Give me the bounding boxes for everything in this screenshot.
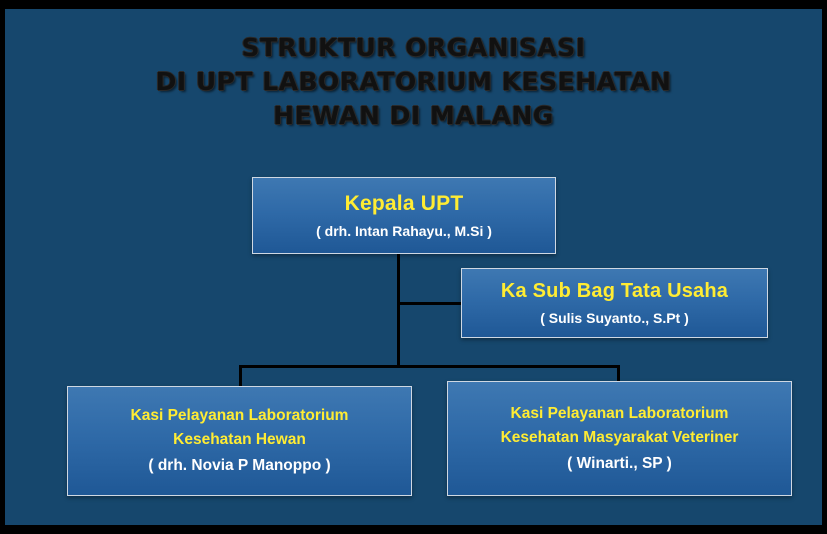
- connector-kasi-hewan-drop: [239, 365, 242, 387]
- diagram-canvas: [5, 9, 822, 525]
- node-kasi-masyarakat-line-1: Kasi Pelayanan Laboratorium: [510, 404, 729, 422]
- node-kasi-hewan-line-1: Kasi Pelayanan Laboratorium: [130, 407, 349, 424]
- node-kasi-pelayanan-laboratorium-kesehatan-hewan[interactable]: [67, 386, 412, 496]
- node-kasi-hewan-line-2: Kesehatan Hewan: [173, 431, 306, 448]
- node-ka-sub-bag-tata-usaha-title: Ka Sub Bag Tata Usaha: [500, 280, 729, 302]
- diagram-title: [5, 31, 822, 133]
- node-kasi-pelayanan-laboratorium-kesehatan-masyarakat-veteriner[interactable]: [447, 381, 792, 496]
- node-kasi-hewan-subtitle: ( drh. Novia P Manoppo ): [148, 457, 331, 474]
- connector-tatausaha-horizontal: [397, 302, 463, 305]
- title-line-3: HEWAN DI MALANG: [273, 101, 554, 130]
- connector-kasi-horizontal: [239, 365, 619, 368]
- connector-kepala-vertical: [397, 254, 400, 367]
- node-ka-sub-bag-tata-usaha[interactable]: [461, 268, 768, 338]
- node-kepala-upt-subtitle: ( drh. Intan Rahayu., M.Si ): [316, 222, 492, 239]
- node-kasi-masyarakat-subtitle: ( Winarti., SP ): [567, 454, 672, 472]
- title-line-1: STRUKTUR ORGANISASI: [241, 33, 586, 62]
- node-kepala-upt[interactable]: [252, 177, 556, 254]
- node-ka-sub-bag-tata-usaha-subtitle: ( Sulis Suyanto., S.Pt ): [540, 310, 689, 326]
- title-line-2: DI UPT LABORATORIUM KESEHATAN: [155, 67, 672, 96]
- node-kepala-upt-title: Kepala UPT: [344, 191, 464, 215]
- frame-right-border: [822, 0, 827, 534]
- node-kasi-masyarakat-line-2: Kesehatan Masyarakat Veteriner: [500, 428, 739, 446]
